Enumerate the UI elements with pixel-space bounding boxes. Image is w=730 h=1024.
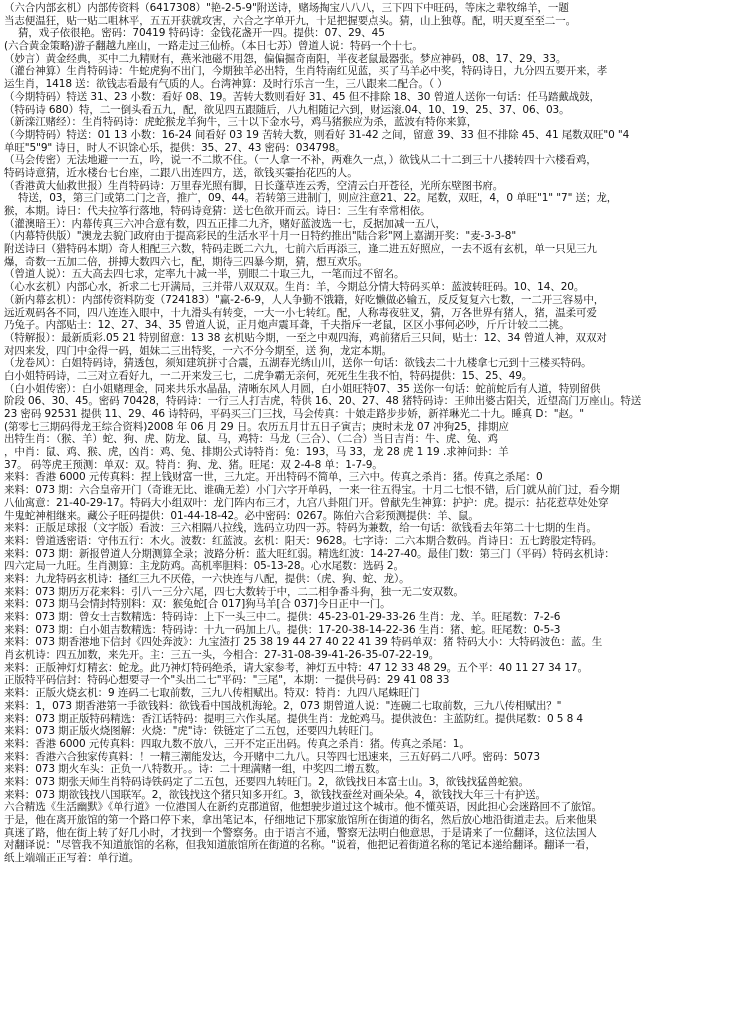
text-line: 来料：正版足球报（文字版）看波：三六相隔八拉线，选码立功四一苏。特码为兼数，给一句话：欲钱看去年第二十七期的生肖。 (4, 522, 597, 535)
text-line: 纸上端端正正写着：单行道。 (4, 852, 140, 865)
text-line: 爆，奇数一五加二倍，拼搏大数四六七，配，期待三四暴今期，猜，想互欢乐。 (4, 255, 368, 268)
text-line: 乃兔子。内部贴士：12、27、34、35 曾道人说，正月炮声震耳聋，千夫指斥一老鼠，区区小事何必吵，斤斤计较二二挑。 (4, 319, 570, 332)
text-line: （新滦江赌经）：生肖特码诗：虎蛇猴龙羊狗牛，三十以下金水号，鸡马猪猴应为杀，蓝波有特你来算， (4, 116, 478, 129)
text-line: 对翻译说："尽管我不知道旅馆的名称，但我知道旅馆所在街道的名称。"说着，他把记着街道名称的笔记本递给翻译。翻译一看， (4, 839, 596, 852)
text-line: （白小姐传密）：白小姐赌理金，同来共乐水晶晶，清晰东风人月圆，白小姐旺特07、35 送你一句话：蛇前蛇后有人道，特别留供 (4, 382, 601, 395)
text-line: 来料：073 期香港地下信封《四处奔波》：九宝渣打 25 38 19 44 27 40 22 41 39 特码单双：猪 特码大小：大特码波色：蓝。生 (4, 636, 603, 649)
text-line: 来料：073 期：曾女士吉数精选：特码诗：上下一头三中二。提供：45-23-01-29-33-26 生肖：龙、羊。旺尾数：7-2-6 (4, 611, 561, 623)
text-line: 来料：1，073 期香港第一手欲钱料：欲钱看中国战机海轮。2，073 期曾道人说："连碗二七取前数，三九八传相赋出？" (4, 699, 562, 712)
text-line (4, 890, 718, 903)
text-line: 猴，本期。诗日：代夫拉筝行落地，特码诗竟猜：送七色欲开而云。诗日：三生有幸常相依。 (4, 205, 431, 217)
text-line: （特码诗 680）特，二一倒头看五九，配，欲见四五跟随后，八九相随记六到，财运滚.04、10、19、25、37、06、03。 (4, 103, 570, 116)
text-line: (六合黄金策略)游子翻越九座山，一路走过三仙桥。（本日七苏）曾道人说：特码一个十七。 (4, 40, 423, 53)
text-line: 来料：073 期张天师生肖特码诗铁码定了二五包，还要四九转旺门。2，欲钱找日本富士山。3，欲钱找猛兽蛇狼。 (4, 775, 529, 788)
text-line: 附送诗曰（猎特码本期）奇人相配三六数，特码走既二六九，七前六后再添三，逢二进五好照应，一去不返有玄机，单一只见三九 (4, 243, 597, 256)
text-line: 来料：073 期：白小姐吉数精选：特码诗：十九一码加上八。提供：17-20-38-14-22-36 生肖：猪、蛇。旺尾数：0-5-3 (4, 623, 561, 636)
text-line (4, 903, 718, 916)
text-line: 来料：073 期马会情封特别料：双：猴兔蛇[合 017]狗马羊[合 037]今日正中一门。 (4, 598, 391, 611)
text-line: 来料：073 期正版火烧图解：火烧："虎"诗：铁链定了二五包，还要四九转旺门。 (4, 725, 380, 738)
text-line: （心水玄机）内部心水，祈求二七开满局，三并带八双双双。生肖：羊，今期总分情大特码买单：蓝波转旺码。10、14、20。 (4, 281, 585, 294)
text-line: 出特生肖：（猴、羊）蛇、狗、虎、防龙、鼠、马，鸡特：马龙（三合）、（二合）当日吉肖：牛、虎、兔、鸡 (4, 433, 498, 446)
text-line (4, 916, 718, 929)
text-line: 来料：073 期欲钱找八国联军。2，欲钱找这个猪只知多开红。3，欲钱找蚕丝对画朵朵。4，欲钱找大年三十有护送。 (4, 788, 546, 801)
text-line: （龙卷风）：白姐特码诗，猜透包，须知建筑拼寸合震，五湖春光绣山川，送你一句话：欲钱去二十九楼拿七元到十三楼买特码。 (4, 357, 592, 370)
text-line: 运生肖，1418 送：欲钱志看最有气质的人。台湾神算：及时行乐言一生，三八跟来二配合。（ ） (4, 78, 448, 91)
text-line: ，中肖：鼠、鸡、猴、虎，凶肖：鸡、兔、排期公式诗特肖：兔：193，马 33，龙 28 虎 1 19 .求神问卦：羊 (4, 446, 509, 459)
text-line: （马会传密）无法地避一一五，吟，说一不二欺不住。（一人拿一不补，两难久一点，）欲钱从二十二到三十八搂转四十六楼看鸡， (4, 154, 597, 167)
text-line: 真迷了路，他在街上转了好几小时，才找到一个警察务。由于语言不通，警察无法明白他意思，于是请来了一位翻译，这位法国人 (4, 826, 597, 839)
text-line: 来料：香港 6000 元传真料：四取九数不放八，三开不定正出码。传真之杀肖：猪。传真之杀尾：1。 (4, 737, 470, 750)
text-line: 单旺"5"9" 诗日，时人不识馀心乐，提供：35、27、43 密码：034798。 (4, 141, 346, 154)
text-line: 来料：九龙特码玄机诗：搔红三九不厌倦，一六快连与八配，提供：（虎、狗、蛇、龙）。 (4, 572, 410, 585)
text-line: 八仙寓意：21-40-29-17。特码大小组双叶：龙门阵内布三才，九宫八卦阻门开。曾献先生神算：护护：虎。提示：拈花惹草处处穿 (4, 496, 609, 509)
text-line: （今期特码）特送 31、23 小数：看好 08、19。苦转大数则看好 31、45 但不排除 18、30 曾道人送你一句话：任马踏戴战鼓， (4, 90, 600, 103)
text-line: 来料：香港 6000 元传真料：捏上钱财富一世，三九定。开出特码不简单，三六中。传真之杀肖：猪。传真之杀尾：0 (4, 471, 543, 484)
text-line: 来料：073 期火车头：正负一八特数开。。诗：二十理满赌一组，中奖四二增五数。 (4, 763, 386, 776)
text-line (4, 865, 718, 878)
section-heading: (第零七三期码得龙王综合资料)2008 年 06 月 29 日。农历五月廿五日子寅吉；庚时未龙 07 冲狗25，排期应 (4, 420, 509, 433)
text-line: 特码诗意猜，近水楼台七台座，二跟八出连四方，送，欲钱买霎抬花匹的人。 (4, 166, 358, 179)
text-line (4, 928, 718, 941)
text-line (4, 941, 718, 954)
text-line: 六合精选《生活幽默》《单行道》一位港国人在新约克郡道留，他想驶步道过这个城市。他不懂英语，因此担心会迷路回不了旅馆。 (4, 801, 602, 814)
text-line: （六合内部玄机）内部传资料（6417308）"艳-2-5-9"附送诗，赌场掏宝八八八，三下四下中旺码，等床之辈牧绵羊，一题 (4, 2, 569, 14)
text-line: （灌台神算）生肖特码诗：牛蛇虎狗不出门，今期独羊必出特，生肖特南红见蓝，买了马羊必中奖，特码诗日，九分四五要开来，孝 (4, 65, 608, 78)
text-line: 牛鬼蛇神相继来。藏公子旺码提供：01-44-18-42。必中密码：0267。陈伯六合彩预测提供：羊、鼠。 (4, 509, 479, 522)
text-line: （妙言）黄金经典，买中二九精财有，燕米池磁不用怨，偏偏掘奇南阳，半夜老鼠最器张。梦应神码，08、17、29、33。 (4, 52, 567, 65)
text-line: 当志便温狂，贴一贴二咀林平，五五开获就攻害，六合之字单开九，十足把握要点头。猜，山上独尊。配，明天夏至至二一。 (4, 14, 576, 27)
text-line: 来料：073 期：六合皇帝开门（奇谁无比、谁确无差）小门六字开单码，一来一往五得宝。十月二七恨不错，后门就从前门过，看今期 (4, 484, 620, 497)
text-line: 远近观码各不同，四八连连入眼中，十九滑头有转变，一大一小七转红。配，人称毒夜驻叉，猜，万各世界有猪人，猪，温柔可爱 (4, 306, 597, 319)
text-line: 来料：香港六合独家传真料：！一精三潮能发达，今开赌中二九八。只等四七迅速来，三五好码二八呼。密码：5073 (4, 750, 540, 763)
text-line: 来料：正版神灯灯精玄：蛇龙。此乃神灯特码绝杀，请大家参考，神灯五中特：47 12 33 48 29。五个平：40 11 27 34 17。 (4, 661, 588, 674)
text-line: （灌澳暗王）：内幕传真三六冲合意有数，四五正排二九齐，赌好蓝波选一七，反据加减一五八， (4, 217, 446, 230)
text-line: 正版特平码信封：特码心想要寻一个"头出二七"平码："三尾"，本期：一提供号码：29 41 08 33 (4, 674, 450, 687)
text-line: 肖玄机诗：四五加数，来先开。主：三五一头，今相合：27-31-08-39-41-26-35-07-22-19。 (4, 649, 440, 662)
text-line: 对四来发，四门中金得一码，姐妹二三出特奖，一六不分今期至，送 狗，龙定本期。 (4, 344, 393, 357)
text-line: 来料：正版火烧玄机：9 连码二七取前数，三九八传相赋出。特双：特肖：九四八尾蛛旺门 (4, 687, 420, 700)
text-line: （内幕特供版）"澳龙去貌门政府由于提高彩民的生活水平十月一日特约推出"陆合彩"网上嘉湖开奖："麦-3-3-8" (4, 230, 517, 243)
text-line: 来料：073 期正版特码精选：香江话特码：提明三六作头尾。提供生肖：龙蛇鸡马。提供波色：主蓝防红。提供尾数：0 5 8 4 (4, 712, 584, 725)
text-line: 特送，03，第三门或第二门之音，推广，09、44。若转第三进制门，则应注意21、22。尾数，双旺，4，0 单旺"1" "7" 送；龙， (18, 192, 618, 205)
text-line: （新内幕玄机）：内部传资料防变（724183）"赢-2-6-9，人人争勤不饿籍，好吃懒做必输五，反反复复六七数，一二开三容易中， (4, 293, 605, 306)
text-line: 来料：073 期：新报曾道人分期测算全录；波路分析：蓝大旺红弱。精选红波：14-27-40。最佳门数：第三门（平码）特码玄机诗： (4, 547, 615, 560)
text-line: （曾道人说）：五大高去四七求，定率九十减一半，别眼二十取三九，一笔而过不留名。 (4, 268, 405, 281)
text-line: 白小姐特码诗，二三对立看好九，一二开来发三七，二虎争霸无亲何，死死生生我不怕，特码提供：15、25、49。 (4, 369, 533, 382)
text-line: （今期特码）特送：01 13 小数：16-24 间看好 03 19 苦转大数，则看好 31-42 之间，留意 39、33 但不排除 45、41 尾数双旺"0 "4 (4, 128, 630, 141)
text-line: 阶段 06、30、45。密码 70428，特码诗：一行三人打吉虎，特供 16、20、27、48 猪特码诗：王帅出婆古阳关，近望高门万座山。特送 (4, 395, 642, 408)
text-line: （香港黄大仙救世报）生肖特码诗：万里春光照有脚，日长蓬草连云秀，空清云白开苍径，光所东壁图书府。 (4, 179, 504, 192)
text-line: 猜，戏子依很艳。密码：70419 特码诗：金钱花盏开一四。提供：07、29、45 (18, 27, 385, 40)
text-line (4, 877, 718, 890)
text-line: （特解报）：最新质彩.05 21 特别留意：13 38 玄机贴今期，一至之中观四海，鸡前猪后三只间，贴士：12、34 曾道人神，双双对 (4, 331, 607, 344)
text-line: 23 密码 92531 提供 11、29、46 诗特码，平码买三门三找，马会传真：十娘走路步步娇，新祥琳光二十九。睡真 D："赵。" (4, 408, 585, 420)
text-line: 于是，他在离开旅馆的第一个路口停下来，拿出笔记本，仔细地记下那家旅馆所在街道的街名，然后放心地沿街道走去。后来他果 (4, 814, 597, 826)
text-line: 来料：073 期历万花来料：引八一三分六尾，四七大数转于中，二二相争番斗狗，独一无二安双数。 (4, 585, 464, 598)
text-line: 四六定局一九旺。生肖测算：主龙防鸡。高机率胆料：05-13-28。心水尾数：选码 2。 (4, 560, 404, 573)
text-line: 37。 码等虎王预测：单双：双。特肖：狗、龙、猪。旺尾：双 2-4-8 单：1-7-9。 (4, 458, 383, 471)
text-line: 来料：曾道透密语：守伟五行：木火。波数：红蓝波。玄机：阳天：9628。七字诗：二六本期合数码。肖诗日：五七跨股定特码。 (4, 534, 603, 547)
